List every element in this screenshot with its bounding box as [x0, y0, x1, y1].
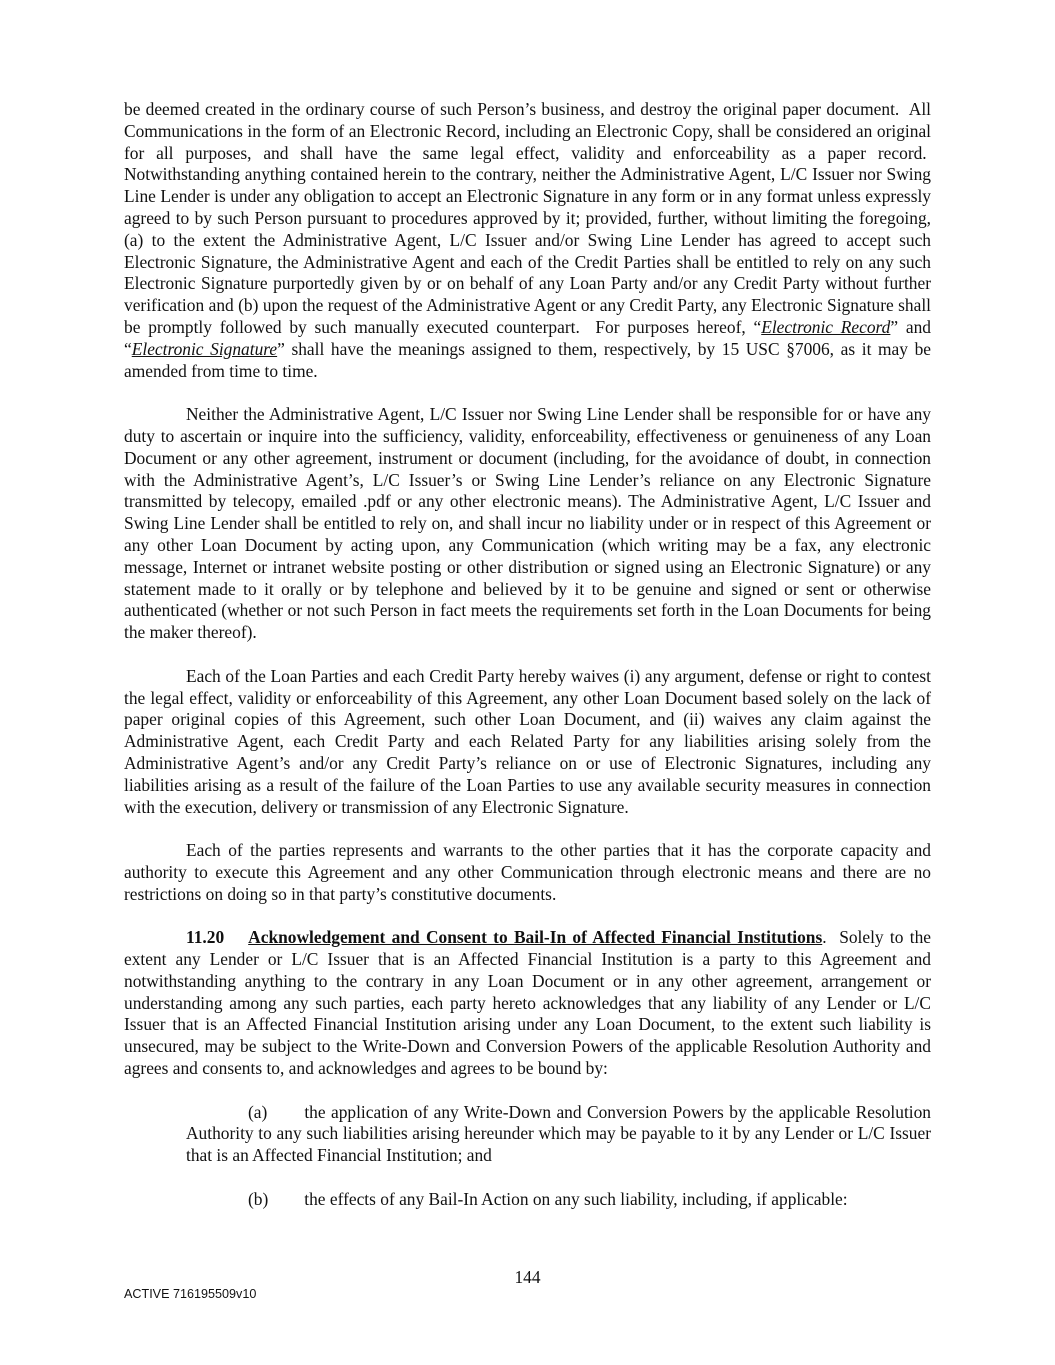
clause-a-label: (a): [248, 1101, 268, 1122]
document-id: ACTIVE 716195509v10: [124, 1287, 257, 1301]
section-body: Solely to the extent any Lender or L/C Issuer that is an Affected Financial Institution is a party to this Agreement and notwithstanding anything to the contrary in any Loan Document or in any other agreement, arrangement or understanding among any such parties, each party hereto acknowledges that any liability of any Lender or L/C Issuer that is an Affected Financial Institution arising under any Loan Document, to the extent such liability is unsecured, may be subject to the Write-Down and Conversion Powers of the applicable Resolution Authority and agrees and consents to, and acknowledges and agrees to be bound by:: [124, 927, 931, 1079]
document-page: [124, 99, 931, 1211]
paragraph-text: be deemed created in the ordinary course of such Person’s business, and destroy the original paper document. All Communications in the form of an Electronic Record, including an Electronic Copy, shall be considered an original for all purposes, and shall have the same legal effect, validity and enforceability as a paper record. Notwithstanding anything contained herein to the contrary, neither the Administrative Agent, L/C Issuer nor Swing Line Lender is under any obligation to accept an Electronic Signature in any form or in any format unless expressly agreed to by such Person pursuant to procedures approved by it; provided, further, without limiting the foregoing, (a) to the extent the Administrative Agent, L/C Issuer and/or Swing Line Lender has agreed to accept such Electronic Signature, the Administrative Agent and each of the Credit Parties shall be entitled to rely on any such Electronic Signature purportedly given by or on behalf of any Loan Party and/or any Credit Party without further verification and (b) upon the request of the Administrative Agent or any Credit Party, any Electronic Signature shall be promptly followed by such manually executed counterpart. For purposes hereof, “: [124, 99, 931, 337]
section-number: 11.20: [186, 927, 225, 948]
section-title: Acknowledgement and Consent to Bail-In of Affected Financial Institutions: [248, 927, 823, 948]
clause-b-text: the effects of any Bail-In Action on any such liability, including, if applicable:: [304, 1188, 848, 1209]
clause-b: [248, 1189, 931, 1211]
paragraph-no-duty: Neither the Administrative Agent, L/C Issuer nor Swing Line Lender shall be responsible for or have any duty to ascertain or inquire into the sufficiency, validity, enforceability, effectiveness or genuineness of any Loan Document or any other agreement, instrument or document (including, for the avoidance of doubt, in connection with the Administrative Agent’s, L/C Issuer’s or Swing Line Lender’s reliance on any Electronic Signature transmitted by telecopy, emailed .pdf or any other electronic means). The Administrative Agent, L/C Issuer and Swing Line Lender shall be entitled to rely on, and shall incur no liability under or in respect of this Agreement or any other Loan Document by acting upon, any Communication (which writing may be a fax, any electronic message, Internet or intranet website posting or other distribution or signed using an Electronic Signature) or any statement made to it orally or by telephone and believed by it to be genuine and signed or sent or otherwise authenticated (whether or not such Person in fact meets the requirements set forth in the Loan Documents for being the maker thereof).: [124, 404, 931, 643]
paragraph-electronic-records: [124, 99, 931, 382]
clause-a-text: the application of any Write-Down and Conversion Powers by the applicable Resolution Authority to any such liabilities arising hereunder which may be payable to it by any Lender or L/C Issuer that is an Affected Financial Institution; and: [186, 1101, 931, 1166]
paragraph-representations: Each of the parties represents and warrants to the other parties that it has the corporate capacity and authority to execute this Agreement and any other Communication through electronic means and there are no restrictions on doing so in that party’s constitutive documents.: [124, 840, 931, 904]
paragraph-text: ” and “: [124, 316, 931, 359]
clause-b-label: (b): [248, 1188, 269, 1209]
section-title-punct: .: [822, 927, 827, 948]
clause-a: [186, 1102, 931, 1167]
section-11-20: [124, 927, 931, 1080]
defined-term-electronic-record: Electronic Record: [761, 316, 891, 337]
page-number: 144: [514, 1267, 541, 1287]
paragraph-text: ” shall have the meanings assigned to them, respectively, by 15 USC §7006, as it may be amended from time to time.: [124, 338, 931, 381]
defined-term-electronic-signature: Electronic Signature: [131, 338, 278, 359]
paragraph-waiver: Each of the Loan Parties and each Credit Party hereby waives (i) any argument, defense or right to contest the legal effect, validity or enforceability of this Agreement, any other Loan Document based solely on the lack of paper original copies of this Agreement, such other Loan Document, and (ii) waives any claim against the Administrative Agent, each Credit Party and each Related Party for any liabilities arising solely from the Administrative Agent’s and/or any Credit Party’s reliance on or use of Electronic Signatures, including any liabilities arising as a result of the failure of the Loan Parties to use any available security measures in connection with the execution, delivery or transmission of any Electronic Signature.: [124, 665, 931, 817]
